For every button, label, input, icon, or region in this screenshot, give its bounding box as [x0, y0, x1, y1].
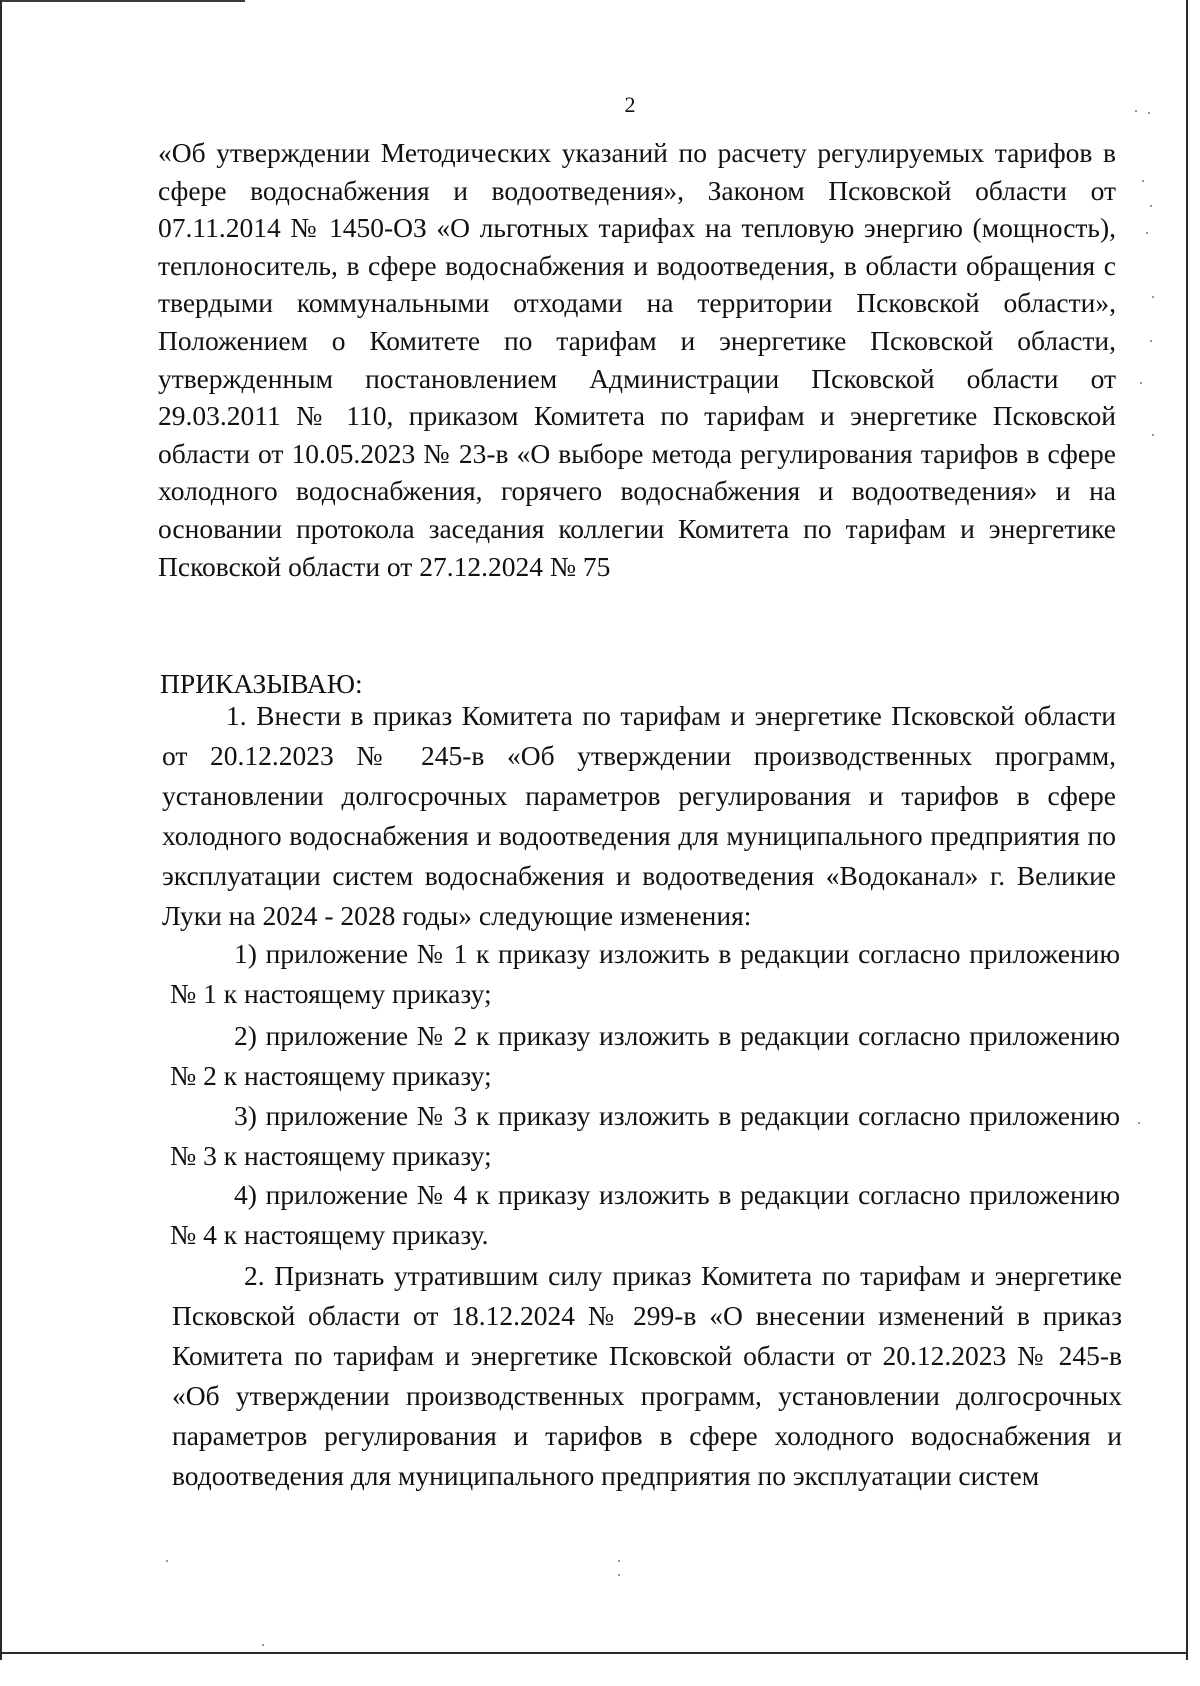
scan-speck [262, 1644, 264, 1646]
scan-speck [1152, 434, 1154, 436]
scan-speck [1150, 340, 1152, 342]
scan-speck [1146, 232, 1148, 234]
order-item-1-text: 1. Внести в приказ Комитета по тарифам и энергетике Псковской области от 20.12.2023 № 245-в «Об утверждении производственных программ, установлении долгосрочных параметров регулирования и тарифов в сфере холодного водоснабжения и водоотведения для муниципального предприятия по эксплуатации систем водоснабжения и водоотведения «Водоканал» г. Великие Луки на 2024 - 2028 годы» следующие изменения: [162, 700, 1116, 931]
order-item-2-text: 2. Признать утратившим силу приказ Комитета по тарифам и энергетике Псковской области от 18.12.2024 № 299-в «О внесении изменений в приказ Комитета по тарифам и энергетике Псковской области от 20.12.2023 № 245-в «Об утверждении производственных программ, установлении долгосрочных параметров регулирования и тарифов в сфере холодного водоснабжения и водоотведения для муниципального предприятия по эксплуатации систем [172, 1260, 1122, 1491]
subitem-1 [170, 934, 1120, 1014]
order-item-2 [172, 1256, 1122, 1496]
scan-speck [1150, 205, 1152, 207]
scan-border-top [0, 0, 245, 2]
scan-speck [1140, 382, 1142, 384]
scan-speck [1135, 110, 1137, 112]
intro-paragraph: «Об утверждении Методических указаний по расчету регулируемых тарифов в сфере водоснабжения и водоотведения», Законом Псковской области от 07.11.2014 № 1450-ОЗ «О льготных тарифах на тепловую энергию (мощность), теплоноситель, в сфере водоснабжения и водоотведения, в области обращения с твердыми коммунальными отходами на территории Псковской области», Положением о Комитете по тарифам и энергетике Псковской области, утвержденным постановлением Администрации Псковской области от 29.03.2011 № 110, приказом Комитета по тарифам и энергетике Псковской области от 10.05.2023 № 23-в «О выборе метода регулирования тарифов в сфере холодного водоснабжения, горячего водоснабжения и водоотведения» и на основании протокола заседания коллегии Комитета по тарифам и энергетике Псковской области от 27.12.2024 № 75 [158, 137, 1116, 582]
subitem-2 [170, 1016, 1120, 1096]
order-heading: ПРИКАЗЫВАЮ: [160, 668, 363, 699]
page-number: 2 [624, 92, 636, 117]
order-item-1 [162, 696, 1116, 936]
scan-border-bottom [0, 1652, 1188, 1654]
scan-border-right [1186, 0, 1188, 1660]
scan-speck [618, 1560, 620, 1562]
subitem-4-text: 4) приложение № 4 к приказу изложить в редакции согласно приложению № 4 к настоящему приказу. [170, 1179, 1120, 1250]
subitem-4 [170, 1175, 1120, 1255]
scan-speck [166, 1560, 168, 1562]
subitem-3 [170, 1096, 1120, 1176]
scan-speck [1138, 1122, 1140, 1124]
subitem-1-text: 1) приложение № 1 к приказу изложить в редакции согласно приложению № 1 к настоящему приказу; [170, 938, 1120, 1009]
scan-speck [618, 1574, 620, 1576]
scan-speck [1142, 180, 1144, 182]
subitem-3-text: 3) приложение № 3 к приказу изложить в редакции согласно приложению № 3 к настоящему приказу; [170, 1100, 1120, 1171]
scan-speck [1152, 296, 1154, 298]
scan-speck [1148, 112, 1150, 114]
scan-border-left [0, 0, 2, 1660]
subitem-2-text: 2) приложение № 2 к приказу изложить в редакции согласно приложению № 2 к настоящему приказу; [170, 1020, 1120, 1091]
